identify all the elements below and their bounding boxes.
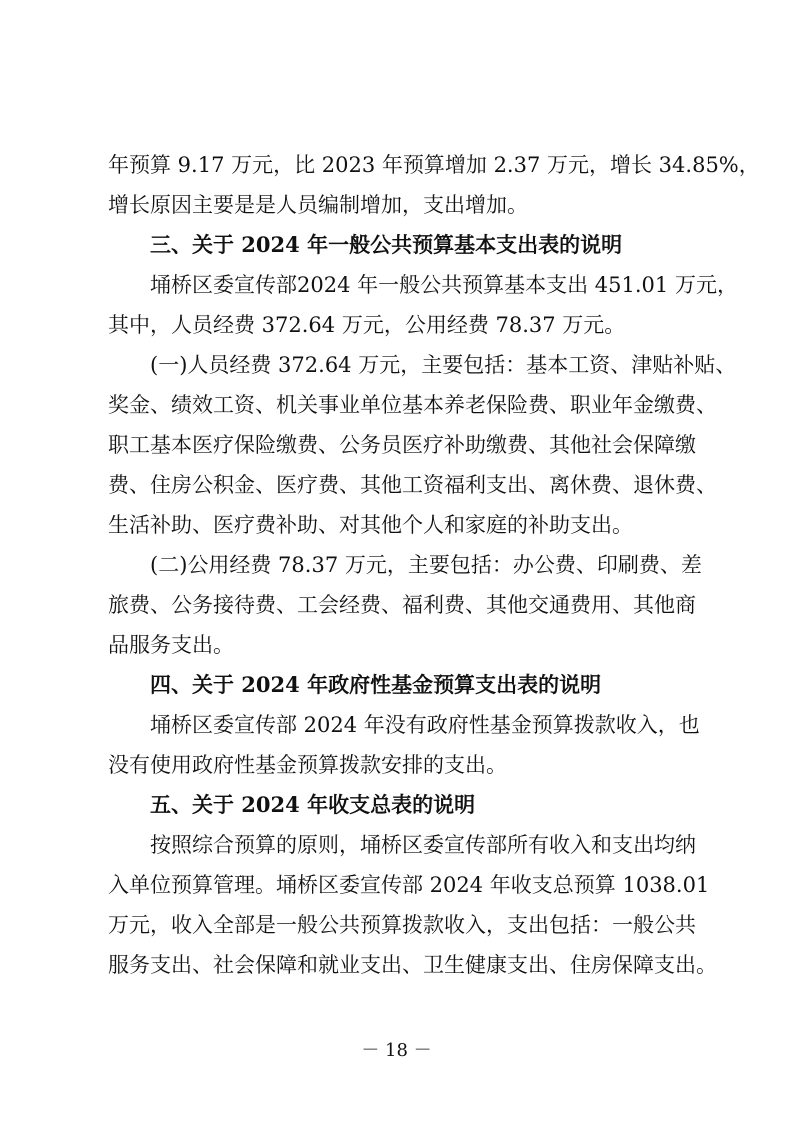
section-heading-3: 三、关于 2024 年一般公共预算基本支出表的说明 bbox=[150, 232, 623, 257]
body-text-line: 入单位预算管理。埇桥区委宣传部 2024 年收支总预算 1038.01 bbox=[108, 873, 710, 897]
page-number: － 18 － bbox=[361, 1040, 432, 1061]
body-text-line: 职工基本医疗保险缴费、公务员医疗补助缴费、其他社会保障缴 bbox=[108, 433, 696, 457]
section-heading-4: 四、关于 2024 年政府性基金预算支出表的说明 bbox=[150, 672, 602, 697]
body-text-line: 品服务支出。 bbox=[108, 633, 234, 657]
body-text-line: 费、住房公积金、医疗费、其他工资福利支出、离休费、退休费、 bbox=[108, 473, 717, 497]
body-text-line: 年预算 9.17 万元，比 2023 年预算增加 2.37 万元，增长 34.85%， bbox=[108, 153, 760, 177]
body-text-line: 生活补助、医疗费补助、对其他个人和家庭的补助支出。 bbox=[108, 513, 633, 537]
body-text-line: (二)公用经费 78.37 万元，主要包括：办公费、印刷费、差 bbox=[150, 553, 702, 577]
body-text-line: (一)人员经费 372.64 万元，主要包括：基本工资、津贴补贴、 bbox=[150, 353, 737, 377]
body-text-line: 其中，人员经费 372.64 万元，公用经费 78.37 万元。 bbox=[108, 313, 626, 337]
body-text-line: 埇桥区委宣传部2024 年一般公共预算基本支出 451.01 万元， bbox=[150, 273, 738, 297]
body-text-line: 埇桥区委宣传部 2024 年没有政府性基金预算拨款收入，也 bbox=[150, 713, 700, 737]
body-text-line: 奖金、绩效工资、机关事业单位基本养老保险费、职业年金缴费、 bbox=[108, 393, 717, 417]
body-text-line: 没有使用政府性基金预算拨款安排的支出。 bbox=[108, 753, 507, 777]
body-text-line: 服务支出、社会保障和就业支出、卫生健康支出、住房保障支出。 bbox=[108, 953, 717, 977]
body-text-line: 旅费、公务接待费、工会经费、福利费、其他交通费用、其他商 bbox=[108, 593, 696, 617]
body-text-line: 按照综合预算的原则，埇桥区委宣传部所有收入和支出均纳 bbox=[150, 833, 696, 857]
body-text-line: 增长原因主要是是人员编制增加，支出增加。 bbox=[108, 193, 528, 217]
section-heading-5: 五、关于 2024 年收支总表的说明 bbox=[150, 792, 476, 817]
body-text-line: 万元，收入全部是一般公共预算拨款收入，支出包括：一般公共 bbox=[108, 913, 696, 937]
